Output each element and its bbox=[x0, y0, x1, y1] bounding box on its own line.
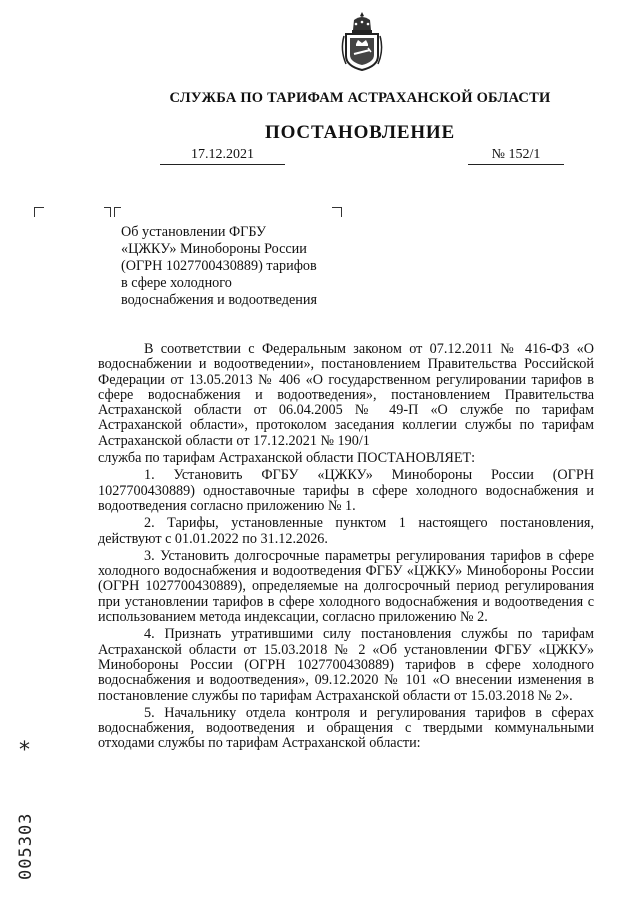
item-paragraph-5: 5. Начальнику отдела контроля и регулирования тарифов в сферах водоснабжения, водоотведения и обращения с твердыми коммунальными отходами службы по тарифам Астраханской области: bbox=[98, 704, 594, 752]
document-date: 17.12.2021 bbox=[160, 147, 285, 165]
document-type-title: ПОСТАНОВЛЕНИЕ bbox=[265, 122, 455, 143]
document-body bbox=[98, 342, 594, 754]
item-paragraph-4: 4. Признать утратившими силу постановления службы по тарифам Астраханской области от 15.03.2018 № 2 «Об установлении ФГБУ «ЦЖКУ» Минобороны России (ОГРН 1027700430889) тарифов в сфере холодного водоснабжения и водоотведения», 09.12.2020 № 101 «О внесении изменения в постановление службы по тарифам Астраханской области от 15.03.2018 № 2». bbox=[98, 626, 594, 704]
stamp-asterisk: * bbox=[19, 738, 30, 763]
document-subject bbox=[121, 224, 361, 309]
item-paragraph-2: 2. Тарифы, установленные пунктом 1 настоящего постановления, действуют с 01.01.2022 по 31.12.2026. bbox=[98, 515, 594, 547]
corner-mark bbox=[332, 207, 342, 217]
subject-line: водоснабжения и водоотведения bbox=[121, 292, 317, 308]
item-paragraph-3: 3. Установить долгосрочные параметры регулирования тарифов в сфере холодного водоснабжения и водоотведения ФГБУ «ЦЖКУ» Минобороны России (ОГРН 1027700430889), определяемые на долгосрочный период регулирования при установлении тарифов в сфере холодного водоснабжения и водоотведения с использованием метода индексации, согласно приложению № 2. bbox=[98, 547, 594, 626]
preamble-paragraph: В соответствии с Федеральным законом от 07.12.2011 № 416-ФЗ «О водоснабжении и водоотведении», постановлением Правительства Российской Федерации от 13.05.2013 № 406 «О государственном регулировании тарифов в сфере водоснабжения и водоотведения», постановлением Правительства Астраханской области от 06.04.2005 № 49-П «О службе по тарифам Астраханской области», протоколом заседания коллегии службы по тарифам Астраханской области от 17.12.2021 № 190/1 bbox=[98, 341, 594, 449]
subject-line: (ОГРН 1027700430889) тарифов bbox=[121, 258, 317, 274]
resolution-clause: служба по тарифам Астраханской области ПОСТАНОВЛЯЕТ: bbox=[98, 450, 476, 467]
document-number: № 152/1 bbox=[468, 147, 564, 165]
subject-line: в сфере холодного bbox=[121, 275, 232, 291]
corner-mark bbox=[34, 207, 44, 217]
serial-number-stamp: 005303 bbox=[16, 812, 36, 880]
corner-mark bbox=[104, 207, 111, 217]
item-paragraph-1: 1. Установить ФГБУ «ЦЖКУ» Минобороны России (ОГРН 1027700430889) одноставочные тарифы в сфере холодного водоснабжения и водоотведения согласно приложению № 1. bbox=[98, 467, 594, 514]
astrakhan-coat-of-arms-icon bbox=[334, 10, 390, 72]
corner-mark bbox=[114, 207, 121, 217]
agency-title: СЛУЖБА ПО ТАРИФАМ АСТРАХАНСКОЙ ОБЛАСТИ bbox=[169, 90, 551, 106]
subject-line: Об установлении ФГБУ bbox=[121, 224, 267, 240]
subject-line: «ЦЖКУ» Минобороны России bbox=[121, 241, 307, 257]
